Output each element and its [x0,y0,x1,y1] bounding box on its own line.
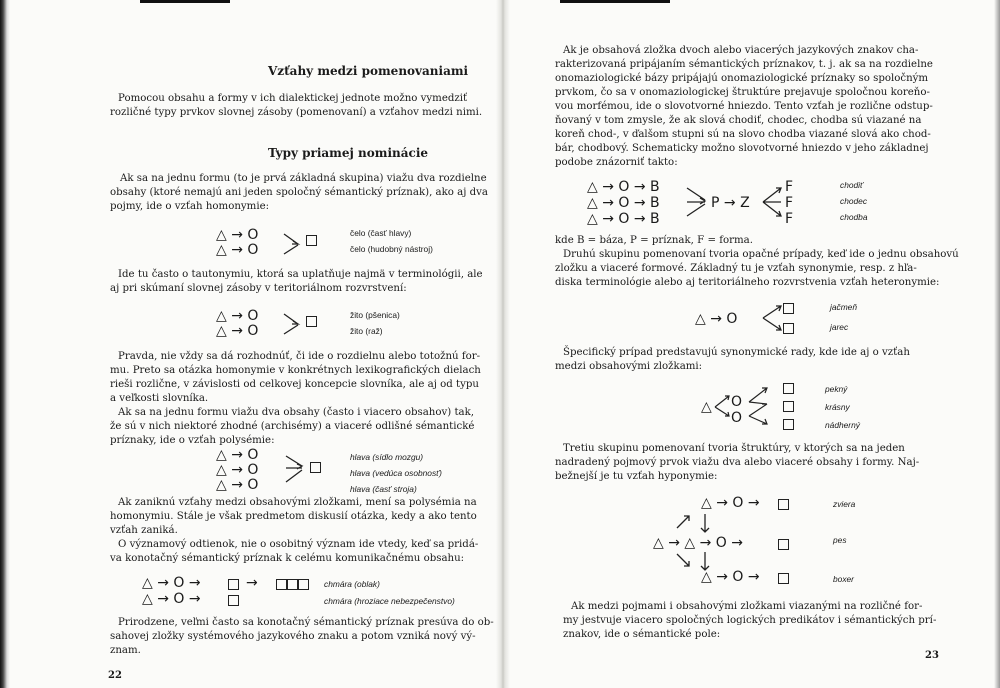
square-symbol [783,322,794,337]
paragraph-line: prvkom, čo sa v onomaziologickej štruktúre prejavuje spoločnou koreňo- [555,87,930,98]
paragraph-line: bár, chodbový. Schematicky možno slovotvorné hniezdo v jeho základnej [555,143,929,154]
book-gutter [496,0,510,688]
paragraph-line: bežnejší je tu vzťah hyponymie: [555,471,718,482]
paragraph-line: koreň chod-, v ďalšom stupni sú na slovo chodba viazané slová ako chod- [555,129,931,140]
paragraph-line: vou morfémou, ide o slovotvorné hniezdo. Tento vzťah je rozlične odstup- [555,101,933,112]
diagram-label: pes [833,535,847,545]
binding-edge-left [0,0,10,688]
heading-relations: Vzťahy medzi pomenovaniami [268,64,469,78]
diagram-label: hlava (sídlo mozgu) [350,452,424,462]
triple-square-symbol [276,578,309,593]
paragraph-line: mu. Preto sa otázka homonymie v konkrétnych lexikografických dielach [110,365,481,376]
diagram-label: nádherný [825,420,860,430]
diagram-arrow: → [246,575,258,591]
paragraph-line: Ak sa na jednu formu (to je prvá základná skupina) viažu dva rozdielne [120,173,487,184]
diagram-row: △ → O [216,242,259,258]
paragraph-line: Druhú skupinu pomenovaní tvoria opačné prípady, keď ide o jednu obsahovú [563,249,959,260]
square-symbol [306,315,317,330]
paragraph-line: zložku a viaceré formové. Základný tu je vzťah synonymie, resp. z hľa- [555,263,917,274]
diagram-label: zviera [833,499,856,509]
square-symbol [783,400,794,415]
diagram-row: △ → O [216,477,259,493]
diagram-label: chodba [840,212,868,222]
paragraph-line: ňovaný v tom zmysle, že ak slová chodiť, chodec, chodba sú viazané na [555,115,922,126]
paragraph-line: podobe znázorniť takto: [555,157,678,168]
diagram-row: △ → O [216,462,259,478]
paragraph-line: aj pri skúmaní slovnej zásoby v teritoriálnom rozvrstvení: [110,283,407,294]
paragraph-line: homonymiu. Stále je však predmetom diskusií otázka, kedy a ako tento [110,511,477,522]
diagram-label: chodec [840,196,868,206]
paragraph-line: znakov, ide o sémantické pole: [563,629,721,640]
paragraph-line: rieši rozlične, v závislosti od celkovej koncepcie slovníka, ale aj od typu [110,379,479,390]
square-symbol [778,572,789,587]
page-number: 22 [108,670,122,681]
diagram-row: △ → O [216,323,259,339]
paragraph-line: onomaziologické bázy pripájajú onomaziologické príznaky so spoločným [555,73,929,84]
diagram-label: žito (pšenica) [350,310,400,320]
paragraph-line: rozličné typy prvkov slovnej zásoby (pomenovaní) a vzťahov medzi nimi. [110,107,483,118]
legend-line: kde B = báza, P = príznak, F = forma. [555,235,753,246]
diagram-label: jarec [830,322,849,332]
diagram-label: chmára (hroziace nebezpečenstvo) [324,596,455,606]
paragraph-line: Pravda, nie vždy sa dá rozhodnúť, či ide o rozdielnu alebo totožnú for- [118,351,481,362]
paragraph-line: rakterizovaná pripájaním sémantických príznakov, t. j. ak sa na rozdielne [555,59,933,70]
page-number: 23 [925,650,939,661]
diagram-label: krásny [825,402,850,412]
diagram-row: △ → O → [701,495,760,511]
paragraph-line: Ak je obsahová zložka dvoch alebo viacerých jazykových znakov cha- [563,45,919,56]
diagram-middle: P → Z [711,195,750,211]
square-symbol [778,538,789,553]
paragraph-line: príznaky, ide o vzťah polysémie: [110,435,275,446]
diagram-row: △ → O [695,311,738,327]
paragraph-line: vzťah zaniká. [110,525,178,536]
diagram-left: △ [701,399,712,415]
paragraph-line: že sú v nich niektoré zhodné (archisémy) a viaceré odlišné sémantické [110,421,475,432]
square-symbol [310,461,321,476]
paragraph-line: a veľkosti slovníka. [110,393,209,404]
diagram-row: △ → O → [701,569,760,585]
paragraph-line: Tretiu skupinu pomenovaní tvoria štruktúry, v ktorých sa na jeden [563,443,905,454]
diagram-label: boxer [833,574,854,584]
diagram-row: △ → O → B [587,211,660,227]
arrow-fan [747,382,777,436]
paragraph-line: Ak zaniknú vzťahy medzi obsahovými zložkami, mení sa polysémia na [118,497,477,508]
paragraph-line: pojmy, ide o vzťah homonymie: [110,201,270,212]
diagram-label: hlava (vedúca osobnosť) [350,468,442,478]
diagram-row: △ → O [216,308,259,324]
diagram-label: chmára (oblak) [324,579,380,589]
heading-direct-nomination: Typy priamej nominácie [268,146,429,160]
paragraph-line: Špecifický prípad predstavujú synonymické rady, kde ide aj o vzťah [563,347,910,358]
diagram-label: hlava (časť stroja) [350,484,417,494]
diagram-mid: O [731,410,743,426]
form-symbol: F [785,179,794,195]
diagram-row: △ → O → B [587,195,660,211]
diagram-label: jačmeň [830,302,857,312]
paragraph-line: Pomocou obsahu a formy v ich dialektickej jednote možno vymedziť [118,93,468,104]
hierarchy-arrows [671,508,711,576]
paragraph-line: nadradený pojmový prvok viažu dva alebo viaceré obsahy i formy. Naj- [555,457,920,468]
paragraph-line: diska terminológie alebo aj teritoriálneho rozvrstvenia vzťah heteronymie: [555,277,940,288]
diagram-row: △ → O [216,447,259,463]
square-symbol [228,594,239,609]
page-left [30,0,496,688]
paragraph-line: Prirodzene, veľmi často sa konotačný sémantický príznak presúva do ob- [118,617,494,628]
diagram-label: chodiť [840,180,863,190]
diagram-row: △ → O → [142,591,201,607]
square-symbol [306,234,317,249]
form-symbol: F [785,195,794,211]
diagram-label: čelo (hudobný nástroj) [350,244,433,254]
paragraph-line: O významový odtienok, nie o osobitný význam ide vtedy, keď sa pridá- [118,539,479,550]
paragraph-line: medzi obsahovými zložkami: [555,361,703,372]
binding-edge-right [994,0,1000,688]
diagram-row: △ → O [216,227,259,243]
paragraph-line: va konotačný sémantický príznak k celému komunikačnému obsahu: [110,553,465,564]
square-symbol [778,498,789,513]
form-symbol: F [785,211,794,227]
square-symbol [783,418,794,433]
square-symbol [783,302,794,317]
paragraph-line: sahovej zložky systémového jazykového znaku a potom vzniká nový vý- [110,631,476,642]
page-right [515,0,980,688]
square-symbol [228,578,239,593]
paragraph-line: my jestvuje viacero spoločných logických predikátov i sémantických prí- [563,615,937,626]
diagram-row: △ → △ → O → [653,535,743,551]
paragraph-line: obsahy (ktoré nemajú ani jeden spoločný sémantický príznak), ako aj dva [110,187,489,198]
paragraph-line: Ide tu často o tautonymiu, ktorá sa uplatňuje najmä v terminológii, ale [118,269,483,280]
paragraph-line: znam. [110,645,141,656]
diagram-row: △ → O → B [587,179,660,195]
paragraph-line: Ak medzi pojmami i obsahovými zložkami viazanými na rozličné for- [571,601,923,612]
paragraph-line: Ak sa na jednu formu viažu dva obsahy (často i viacero obsahov) tak, [118,407,475,418]
diagram-label: pekný [825,384,848,394]
diagram-mid: O [731,394,743,410]
diagram-label: čelo (časť hlavy) [350,228,412,238]
square-symbol [783,382,794,397]
diagram-label: žito (raž) [350,326,383,336]
diagram-row: △ → O → [142,575,201,591]
